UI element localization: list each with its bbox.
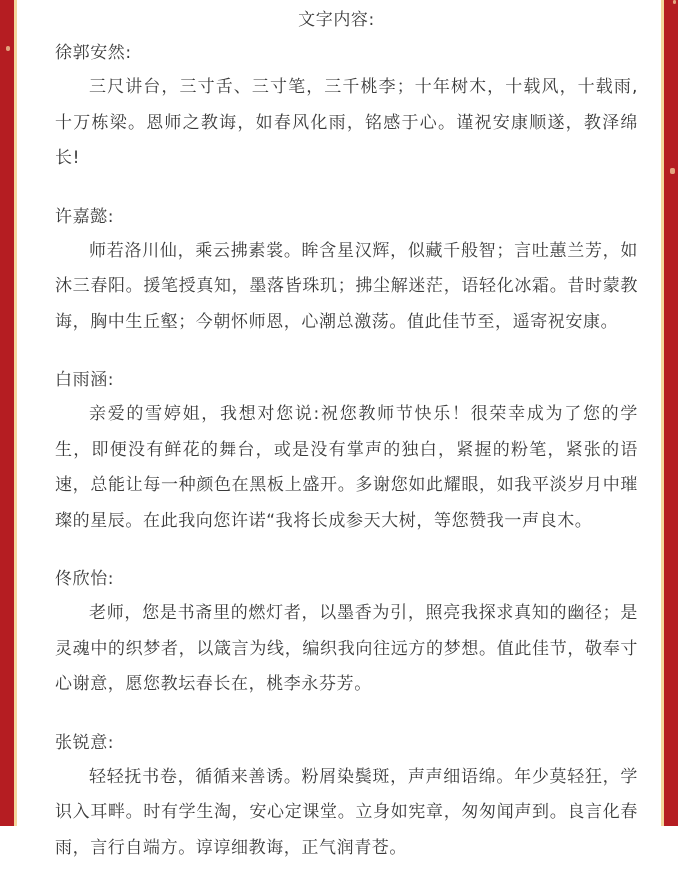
message-text: 轻轻抚书卷，循循来善诱。粉屑染鬓斑，声声细语绵。年少莫轻狂，学识入耳畔。时有学生淘，安心定课堂。立身如宪章，匆匆闻声到。良言化春雨，言行自端方。谆谆细教诲，正气润青苍。 bbox=[55, 766, 638, 858]
left-red-border bbox=[0, 0, 14, 826]
message-entry bbox=[55, 200, 638, 341]
message-text: 师若洛川仙，乘云拂素裳。眸含星汉辉，似藏千般智；言吐蕙兰芳，如沐三春阳。援笔授真知，墨落皆珠玑；拂尘解迷茫，语轻化冰霜。昔时蒙教诲，胸中生丘壑；今朝怀师恩，心潮总激荡。值此佳节至，遥寄祝安康。 bbox=[55, 240, 638, 332]
message-entry bbox=[55, 36, 638, 177]
message-entry bbox=[55, 726, 638, 867]
message-text: 老师，您是书斋里的燃灯者，以墨香为引，照亮我探求真知的幽径；是灵魂中的织梦者，以箴言为线，编织我向往远方的梦想。值此佳节，敬奉寸心谢意，愿您教坛春长在，桃李永芬芳。 bbox=[55, 603, 638, 694]
message-text: 亲爱的雪婷姐，我想对您说:祝您教师节快乐！很荣幸成为了您的学生，即便没有鲜花的舞台，或是没有掌声的独白，紧握的粉笔，紧张的语速，总能让每一种颜色在黑板上盛开。多谢您如此耀眼，如我平淡岁月中璀璨的星辰。在此我向您许诺“我将长成参天大树，等您赞我一声良木。 bbox=[55, 404, 638, 531]
page-title: 文字内容: bbox=[298, 10, 375, 30]
message-entry bbox=[55, 363, 638, 539]
sparkle-decoration-icon bbox=[6, 46, 10, 51]
sparkle-decoration-icon bbox=[670, 168, 675, 174]
author-name: 佟欣怡: bbox=[55, 569, 115, 589]
author-name: 许嘉懿: bbox=[55, 206, 115, 227]
author-name: 张锐意: bbox=[55, 732, 115, 753]
sparkle-decoration-icon bbox=[673, 0, 676, 4]
author-name: 白雨涵: bbox=[55, 370, 115, 390]
document-content bbox=[55, 0, 638, 889]
right-red-border bbox=[664, 0, 678, 826]
author-name: 徐郭安然: bbox=[55, 43, 132, 63]
message-entry bbox=[55, 562, 638, 703]
message-text: 三尺讲台，三寸舌、三寸笔，三千桃李；十年树木，十载风，十载雨,十万栋梁。恩师之教诲，如春风化雨，铭感于心。谨祝安康顺遂，教泽绵长! bbox=[55, 77, 638, 168]
left-gold-trim bbox=[14, 0, 17, 826]
right-gold-trim bbox=[661, 0, 664, 826]
